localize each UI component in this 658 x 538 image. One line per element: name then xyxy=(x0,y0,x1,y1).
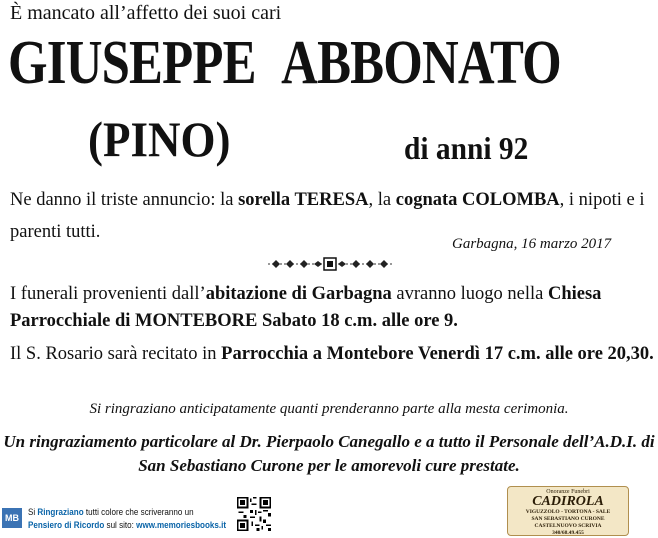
funeral-part: I funerali provenienti dall’ xyxy=(10,284,206,304)
funeral-home-details xyxy=(508,509,628,537)
footer-line-1 xyxy=(28,506,226,519)
ornament-divider-icon xyxy=(266,257,394,271)
footer-part: Si xyxy=(28,507,38,518)
announce-sister: sorella TERESA xyxy=(238,190,369,210)
intro-text: È mancato all’affetto dei suoi cari xyxy=(10,2,282,24)
funeral-origin: abitazione di Garbagna xyxy=(205,284,392,304)
deceased-nickname: (PINO) xyxy=(88,111,231,167)
footer-line-2 xyxy=(28,519,226,532)
thanks-general: Si ringraziano anticipatamente quanti prenderanno parte alla mesta cerimonia. xyxy=(89,401,569,417)
footer-text xyxy=(28,506,226,532)
funeral-home-location: CASTELNUOVO SCRIVIA xyxy=(534,523,602,529)
footer-highlight: Pensiero di Ricordo xyxy=(28,520,105,531)
funeral-home-location: SAN SEBASTIANO CURONE xyxy=(531,516,605,522)
memoriesbooks-logo: MB xyxy=(2,508,22,528)
deceased-age: di anni 92 xyxy=(404,130,529,166)
funeral-home-locations: VIGUZZOLO - TORTONA - SALE xyxy=(525,509,611,515)
funeral-text xyxy=(10,281,655,335)
footer-highlight: Ringraziano xyxy=(37,507,84,518)
place-date: Garbagna, 16 marzo 2017 xyxy=(452,236,612,252)
deceased-name: GIUSEPPE ABBONATO xyxy=(8,29,561,97)
qr-code-icon[interactable] xyxy=(237,497,271,531)
thanks-special: Un ringraziamento particolare al Dr. Pierpaolo Canegallo e a tutto il Personale dell’A.D.I. di San Sebastiano Curone per le amorevoli cure prestate. xyxy=(3,432,655,475)
funeral-home-name: CADIROLA xyxy=(532,494,604,509)
rosary-part: Il S. Rosario sarà recitato in xyxy=(10,344,222,364)
footer-part: sul sito: xyxy=(104,520,137,531)
rosary-place-time: Parrocchia a Montebore Venerdì 17 c.m. alle ore 20,30. xyxy=(221,344,654,364)
announce-part: , la xyxy=(368,190,396,210)
funeral-home-phone: 340/68.49.455 xyxy=(552,530,584,536)
announce-part: , i nipoti e i parenti tutti. xyxy=(10,190,645,242)
funeral-home-badge xyxy=(507,486,629,536)
rosary-text xyxy=(10,341,655,368)
funeral-part: avranno luogo nella xyxy=(391,284,548,304)
announce-sister-in-law: cognata COLOMBA xyxy=(395,190,560,210)
funeral-place-time: Chiesa Parrocchiale di MONTEBORE Sabato 18 c.m. alle ore 9. xyxy=(10,284,602,331)
footer-part: tutti colore che scriveranno un xyxy=(83,507,194,518)
funeral-home-label: Onoranze Funebri xyxy=(546,489,590,495)
announce-part: Ne danno il triste annuncio: la xyxy=(10,190,239,210)
footer-website-link[interactable]: www.memoriesbooks.it xyxy=(136,520,227,531)
